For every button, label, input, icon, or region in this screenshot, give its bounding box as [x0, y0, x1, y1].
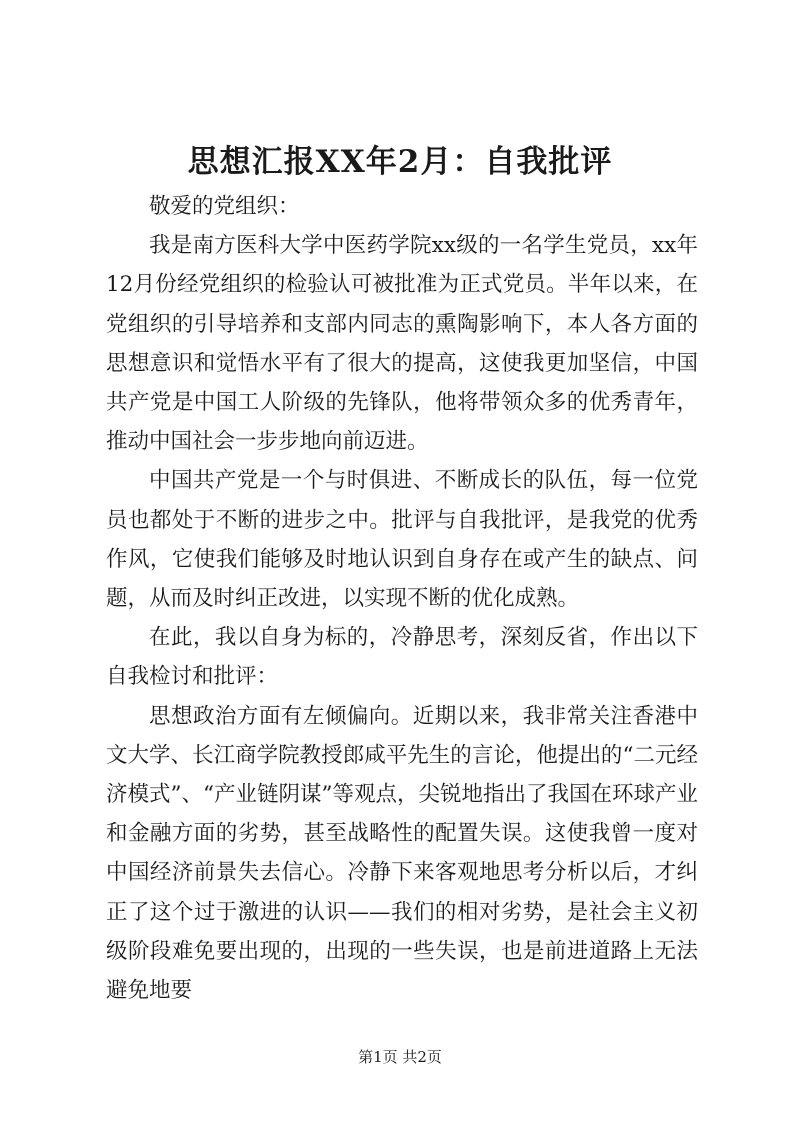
paragraph-party: 中国共产党是一个与时俱进、不断成长的队伍，每一位党员也都处于不断的进步之中。批评与自我批评，是我党的优秀作风，它使我们能够及时地认识到自身存在或产生的缺点、问题，从而及时纠正改进，以实现不断的优化成熟。	[106, 468, 698, 612]
page-footer: 第1页 共2页	[358, 1048, 442, 1066]
paragraph-reflection: 在此，我以自身为标的，冷静思考，深刻反省，作出以下自我检讨和批评：	[106, 625, 698, 690]
paragraph-criticism: 思想政治方面有左倾偏向。近期以来，我非常关注香港中文大学、长江商学院教授郎咸平先生的言论，他提出的“二元经济模式”、“产业链阴谋”等观点，尖锐地指出了我国在环球产业和金融方面的劣势，甚至战略性的配置失误。这使我曾一度对中国经济前景失去信心。冷静下来客观地思考分析以后，才纠正了这个过于激进的认识——我们的相对劣势，是社会主义初级阶段难免要出现的，出现的一些失误，也是前进道路上无法避免地要	[106, 703, 698, 1004]
salutation: 敬爱的党组织：	[149, 194, 300, 219]
paragraph-intro: 我是南方医科大学中医药学院xx级的一名学生党员，xx年12月份经党组织的检验认可被批准为正式党员。半年以来，在党组织的引导培养和支部内同志的熏陶影响下，本人各方面的思想意识和觉悟水平有了很大的提高，这使我更加坚信，中国共产党是中国工人阶级的先锋队，他将带领众多的优秀青年，推动中国社会一步步地向前迈进。	[106, 233, 698, 455]
document-title: 思想汇报XX年2月：自我批评	[187, 144, 613, 180]
document-body	[106, 187, 698, 1010]
